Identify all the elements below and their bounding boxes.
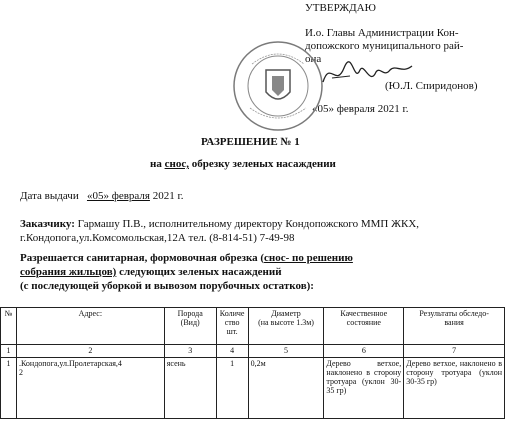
permission-line2: собрания жильцов) следующих зеленых насаждений <box>20 266 282 278</box>
customer-line2: г.Кондопога,ул.Комсомольская,12А тел. (8-814-51) 7-49-98 <box>20 232 295 244</box>
table-row <box>1 358 505 419</box>
official-seal-icon <box>232 40 324 132</box>
page-title: РАЗРЕШЕНИЕ № 1 <box>201 136 300 148</box>
column-number: 1 <box>1 345 17 358</box>
column-number: 2 <box>16 345 164 358</box>
cell-number: 1 <box>1 358 17 419</box>
header-quantity: Количе ство шт. <box>216 308 248 345</box>
permission-line3: (с последующей уборкой и вывозом порубочных остатков): <box>20 280 314 292</box>
column-number: 5 <box>248 345 324 358</box>
header-species: Порода (Вид) <box>164 308 216 345</box>
customer-line1: Заказчику: Гармашу П.В., исполнительному директору Кондопожского ММП ЖКХ, <box>20 218 420 230</box>
header-number: № <box>1 308 17 345</box>
cell-inspection: Дерево ветхое, наклонено в сторону тротуара (уклон 30-35 гр) <box>404 358 505 419</box>
approver-position-line3: она <box>305 53 322 65</box>
approver-name: (Ю.Л. Спиридонов) <box>385 80 478 92</box>
column-number: 3 <box>164 345 216 358</box>
table-column-numbers-row <box>1 345 505 358</box>
issue-date-line: Дата выдачи «05» февраля 2021 г. <box>20 190 184 202</box>
cell-quantity: 1 <box>216 358 248 419</box>
trees-table <box>0 307 505 419</box>
signature-icon <box>320 58 415 90</box>
header-diameter: Диаметр (на высоте 1.3м) <box>248 308 324 345</box>
table-header-row <box>1 308 505 345</box>
header-address: Адрес: <box>16 308 164 345</box>
approve-heading: УТВЕРЖДАЮ <box>305 2 376 14</box>
header-condition: Качественное состояние <box>324 308 404 345</box>
approver-position-line1: И.о. Главы Администрации Кон- <box>305 27 459 39</box>
column-number: 6 <box>324 345 404 358</box>
page-subtitle: на снос, обрезку зеленых насаждении <box>150 158 336 170</box>
column-number: 7 <box>404 345 505 358</box>
column-number: 4 <box>216 345 248 358</box>
cell-species: ясень <box>164 358 216 419</box>
cell-condition: Дерево ветхое, наклонено в сторону тротуара (уклон 30-35 гр) <box>324 358 404 419</box>
cell-diameter: 0,2м <box>248 358 324 419</box>
permission-line1: Разрешается санитарная, формовочная обрезка (снос- по решению <box>20 252 353 264</box>
approver-position-line2: допожского муниципального рай- <box>305 40 464 52</box>
approval-date: «05» февраля 2021 г. <box>312 103 409 115</box>
header-inspection: Результаты обследо- вания <box>404 308 505 345</box>
cell-address: .Кондопога,ул.Пролетарская,4 2 <box>16 358 164 419</box>
